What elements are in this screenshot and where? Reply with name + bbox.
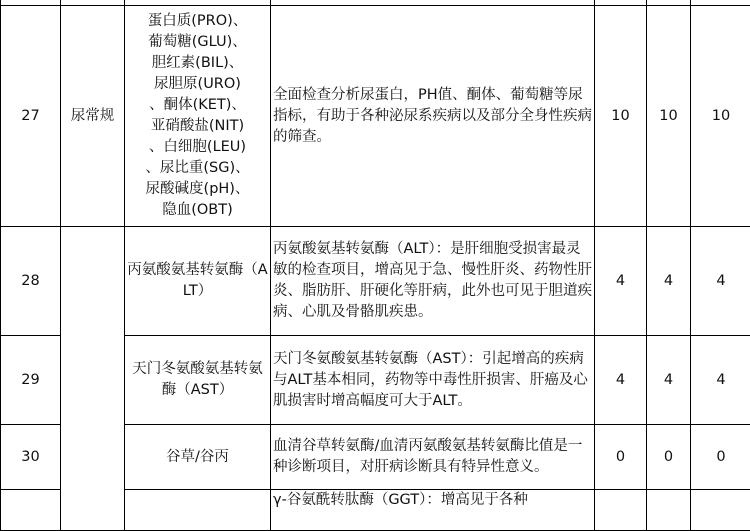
row-number: 27 [1,6,61,227]
item-line: 葡萄糖(GLU)、 [127,32,268,53]
item-line: 、尿比重(SG)、 [127,158,268,179]
item-description: 血清谷草转氨酶/血清丙氨酸氨基转氨酶比值是一种诊断项目，对肝病诊断具有特异性意义。 [271,425,595,490]
item-line: 尿酸碱度(pH)、 [127,179,268,200]
value-1: 0 [595,425,647,490]
value-3: 4 [691,336,750,425]
value-1: 10 [595,6,647,227]
table-row [1,6,750,227]
item-line: 、酮体(KET)、 [127,95,268,116]
value-1: 4 [595,336,647,425]
item-line: 隐血(OBT) [127,200,268,221]
value-2: 4 [647,336,691,425]
item-name: 丙氨酸氨基转氨酶（ALT） [125,227,271,336]
item-line: 亚硝酸盐(NIT) [127,116,268,137]
item-line: 尿胆原(URO) [127,74,268,95]
value-1: 4 [595,227,647,336]
table-row [1,227,750,336]
row-number: 30 [1,425,61,490]
category-cell [61,227,125,531]
item-line: 、白细胞(LEU) [127,137,268,158]
item-line: 胆红素(BIL)、 [127,53,268,74]
item-name: 天门冬氨酸氨基转氨酶（AST） [125,336,271,425]
item-description: 天门冬氨酸氨基转氨酶（AST）：引起增高的疾病与ALT基本相同，药物等中毒性肝损害、肝癌及心肌损害时增高幅度可大于ALT。 [271,336,595,425]
category-label: 尿常规 [61,6,125,227]
value-2: 4 [647,227,691,336]
value-3: 10 [691,6,750,227]
item-description: 全面检查分析尿蛋白，PH值、酮体、葡萄糖等尿指标，有助于各种泌尿系疾病以及部分全身性疾病的筛查。 [271,6,595,227]
item-description: γ-谷氨酰转肽酶（GGT）：增高见于各种 [271,490,595,531]
row-number: 28 [1,227,61,336]
item-name: 谷草/谷丙 [125,425,271,490]
value-3: 0 [691,425,750,490]
value-2: 0 [647,425,691,490]
item-line: 蛋白质(PRO)、 [127,11,268,32]
row-number: 29 [1,336,61,425]
item-description: 丙氨酸氨基转氨酶（ALT）：是肝细胞受损害最灵敏的检查项目，增高见于急、慢性肝炎、药物性肝炎、脂肪肝、肝硬化等肝病，此外也可见于胆道疾病、心肌及骨骼肌疾患。 [271,227,595,336]
item-name [125,6,271,227]
value-3: 4 [691,227,750,336]
value-2: 10 [647,6,691,227]
